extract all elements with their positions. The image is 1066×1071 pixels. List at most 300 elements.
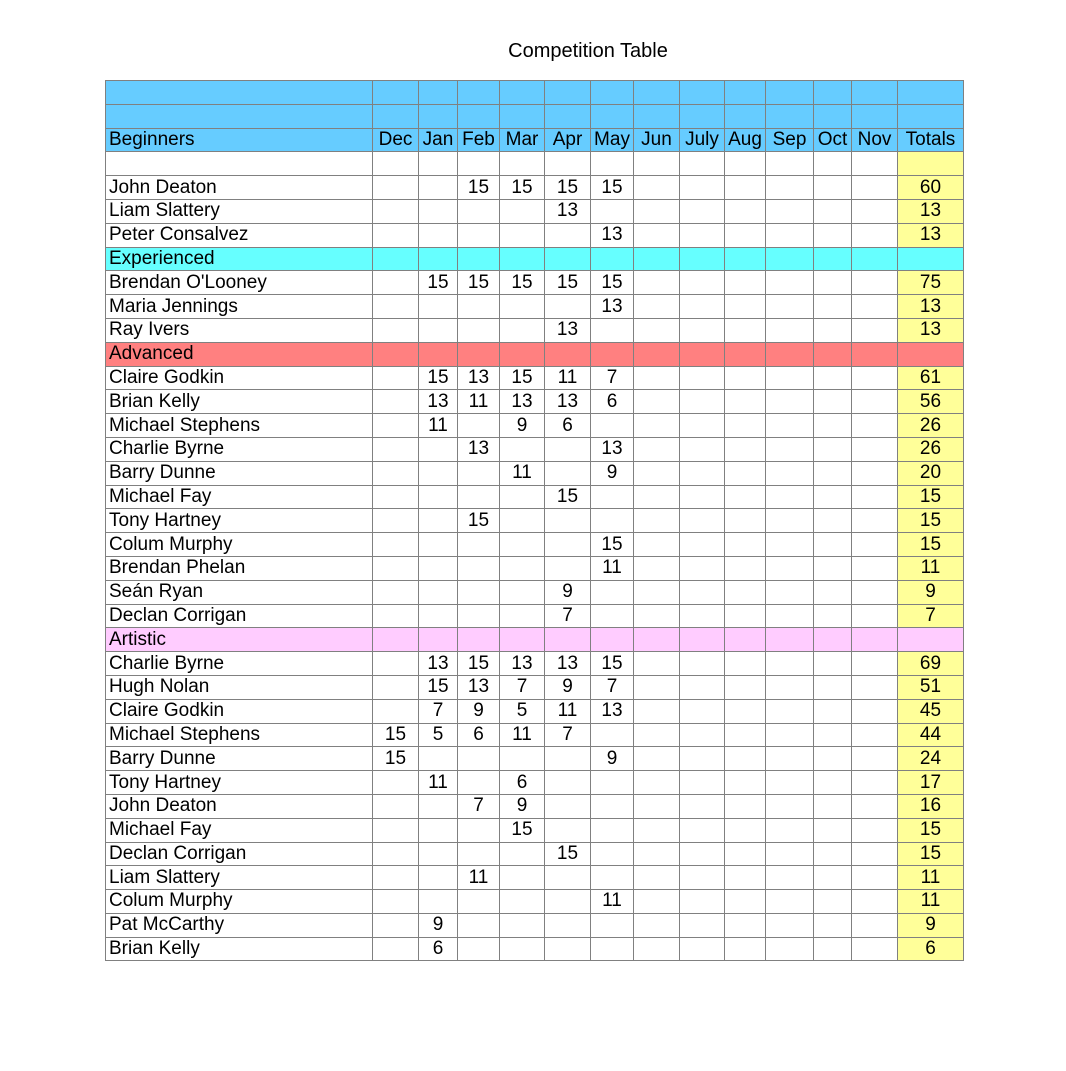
score-cell[interactable] [766, 771, 814, 795]
score-cell[interactable] [419, 890, 458, 914]
score-cell[interactable] [814, 890, 852, 914]
score-cell[interactable] [458, 414, 500, 438]
score-cell[interactable] [852, 176, 898, 200]
score-cell[interactable] [725, 509, 766, 533]
score-cell[interactable]: 11 [500, 461, 545, 485]
score-cell[interactable] [500, 556, 545, 580]
total-cell[interactable]: 15 [898, 842, 964, 866]
blank-cell[interactable] [106, 152, 373, 176]
score-cell[interactable]: 9 [458, 699, 500, 723]
score-cell[interactable]: 15 [373, 747, 419, 771]
score-cell[interactable] [458, 747, 500, 771]
score-cell[interactable] [814, 937, 852, 961]
score-cell[interactable] [545, 818, 591, 842]
blank-cell[interactable] [373, 152, 419, 176]
category-blank-cell[interactable] [419, 628, 458, 652]
score-cell[interactable] [814, 318, 852, 342]
score-cell[interactable]: 15 [591, 652, 634, 676]
score-cell[interactable] [591, 414, 634, 438]
score-cell[interactable] [852, 890, 898, 914]
category-blank-cell[interactable] [852, 247, 898, 271]
score-cell[interactable] [814, 556, 852, 580]
category-blank-cell[interactable] [634, 247, 680, 271]
score-cell[interactable] [680, 437, 725, 461]
score-cell[interactable] [419, 437, 458, 461]
competitor-name-cell[interactable]: Pat McCarthy [106, 913, 373, 937]
category-blank-cell[interactable] [852, 628, 898, 652]
score-cell[interactable] [814, 604, 852, 628]
competitor-name-cell[interactable]: John Deaton [106, 794, 373, 818]
score-cell[interactable]: 9 [591, 461, 634, 485]
month-header-cell[interactable]: Mar [500, 128, 545, 152]
competitor-name-cell[interactable]: Barry Dunne [106, 747, 373, 771]
category-blank-cell[interactable] [814, 247, 852, 271]
score-cell[interactable] [545, 937, 591, 961]
score-cell[interactable] [680, 937, 725, 961]
score-cell[interactable] [634, 533, 680, 557]
score-cell[interactable] [634, 747, 680, 771]
score-cell[interactable] [373, 675, 419, 699]
total-cell[interactable]: 11 [898, 890, 964, 914]
score-cell[interactable] [373, 390, 419, 414]
score-cell[interactable] [766, 818, 814, 842]
blank-cell[interactable] [419, 152, 458, 176]
score-cell[interactable] [419, 223, 458, 247]
score-cell[interactable] [766, 366, 814, 390]
competitor-name-cell[interactable]: Michael Fay [106, 485, 373, 509]
score-cell[interactable] [814, 271, 852, 295]
header-blank-cell[interactable] [545, 104, 591, 128]
score-cell[interactable] [500, 580, 545, 604]
score-cell[interactable] [766, 723, 814, 747]
score-cell[interactable]: 15 [458, 652, 500, 676]
score-cell[interactable] [766, 414, 814, 438]
score-cell[interactable] [766, 318, 814, 342]
score-cell[interactable] [852, 485, 898, 509]
score-cell[interactable]: 6 [500, 771, 545, 795]
score-cell[interactable] [766, 176, 814, 200]
score-cell[interactable] [814, 794, 852, 818]
total-cell[interactable]: 69 [898, 652, 964, 676]
score-cell[interactable] [634, 723, 680, 747]
category-label-cell[interactable]: Experienced [106, 247, 373, 271]
score-cell[interactable] [680, 771, 725, 795]
category-blank-cell[interactable] [725, 247, 766, 271]
score-cell[interactable] [680, 747, 725, 771]
score-cell[interactable]: 13 [591, 295, 634, 319]
score-cell[interactable]: 9 [591, 747, 634, 771]
score-cell[interactable] [545, 509, 591, 533]
score-cell[interactable] [634, 699, 680, 723]
score-cell[interactable] [814, 461, 852, 485]
score-cell[interactable] [814, 295, 852, 319]
score-cell[interactable] [419, 842, 458, 866]
score-cell[interactable] [373, 818, 419, 842]
competitor-name-cell[interactable]: Seán Ryan [106, 580, 373, 604]
header-blank-cell[interactable] [725, 81, 766, 105]
score-cell[interactable] [373, 366, 419, 390]
category-blank-cell[interactable] [419, 342, 458, 366]
score-cell[interactable] [458, 295, 500, 319]
score-cell[interactable]: 11 [419, 414, 458, 438]
score-cell[interactable] [591, 818, 634, 842]
score-cell[interactable] [766, 747, 814, 771]
score-cell[interactable] [634, 509, 680, 533]
score-cell[interactable] [766, 461, 814, 485]
score-cell[interactable] [766, 675, 814, 699]
header-blank-cell[interactable] [634, 81, 680, 105]
score-cell[interactable] [591, 604, 634, 628]
score-cell[interactable] [725, 747, 766, 771]
header-blank-cell[interactable] [373, 81, 419, 105]
header-blank-cell[interactable] [500, 81, 545, 105]
score-cell[interactable]: 9 [545, 580, 591, 604]
score-cell[interactable] [766, 866, 814, 890]
category-blank-cell[interactable] [500, 628, 545, 652]
competitor-name-cell[interactable]: Barry Dunne [106, 461, 373, 485]
score-cell[interactable] [725, 533, 766, 557]
score-cell[interactable] [766, 295, 814, 319]
total-cell[interactable]: 56 [898, 390, 964, 414]
score-cell[interactable]: 15 [545, 842, 591, 866]
category-blank-cell[interactable] [373, 628, 419, 652]
score-cell[interactable] [680, 604, 725, 628]
score-cell[interactable] [458, 556, 500, 580]
month-header-cell[interactable]: Dec [373, 128, 419, 152]
score-cell[interactable] [500, 437, 545, 461]
score-cell[interactable] [373, 913, 419, 937]
score-cell[interactable] [852, 699, 898, 723]
total-cell[interactable]: 13 [898, 199, 964, 223]
score-cell[interactable] [680, 199, 725, 223]
score-cell[interactable] [766, 913, 814, 937]
score-cell[interactable] [680, 890, 725, 914]
score-cell[interactable]: 13 [458, 675, 500, 699]
score-cell[interactable] [373, 890, 419, 914]
header-blank-cell[interactable] [419, 104, 458, 128]
month-header-cell[interactable]: Sep [766, 128, 814, 152]
score-cell[interactable] [458, 199, 500, 223]
score-cell[interactable] [725, 842, 766, 866]
score-cell[interactable] [545, 771, 591, 795]
score-cell[interactable] [419, 176, 458, 200]
score-cell[interactable] [458, 318, 500, 342]
score-cell[interactable] [725, 794, 766, 818]
score-cell[interactable]: 7 [500, 675, 545, 699]
score-cell[interactable] [725, 485, 766, 509]
score-cell[interactable] [458, 818, 500, 842]
score-cell[interactable] [419, 199, 458, 223]
blank-cell[interactable] [500, 152, 545, 176]
total-cell[interactable]: 24 [898, 747, 964, 771]
header-blank-cell[interactable] [373, 104, 419, 128]
score-cell[interactable] [814, 699, 852, 723]
score-cell[interactable]: 13 [591, 437, 634, 461]
score-cell[interactable]: 9 [500, 414, 545, 438]
score-cell[interactable] [852, 771, 898, 795]
score-cell[interactable] [852, 199, 898, 223]
competitor-name-cell[interactable]: Hugh Nolan [106, 675, 373, 699]
score-cell[interactable] [373, 842, 419, 866]
score-cell[interactable]: 7 [419, 699, 458, 723]
score-cell[interactable] [852, 866, 898, 890]
competitor-name-cell[interactable]: Brendan Phelan [106, 556, 373, 580]
total-cell[interactable]: 61 [898, 366, 964, 390]
score-cell[interactable] [634, 937, 680, 961]
score-cell[interactable] [852, 509, 898, 533]
score-cell[interactable] [725, 271, 766, 295]
score-cell[interactable] [373, 794, 419, 818]
score-cell[interactable]: 13 [419, 390, 458, 414]
score-cell[interactable] [500, 842, 545, 866]
category-blank-cell[interactable] [634, 342, 680, 366]
score-cell[interactable] [500, 866, 545, 890]
score-cell[interactable]: 15 [500, 271, 545, 295]
category-blank-cell[interactable] [725, 342, 766, 366]
competitor-name-cell[interactable]: Charlie Byrne [106, 652, 373, 676]
category-label-cell[interactable]: Artistic [106, 628, 373, 652]
score-cell[interactable] [680, 176, 725, 200]
total-cell[interactable]: 11 [898, 556, 964, 580]
total-cell[interactable]: 26 [898, 414, 964, 438]
score-cell[interactable] [680, 723, 725, 747]
score-cell[interactable] [500, 199, 545, 223]
competitor-name-cell[interactable]: Charlie Byrne [106, 437, 373, 461]
blank-cell[interactable] [814, 152, 852, 176]
score-cell[interactable] [373, 461, 419, 485]
score-cell[interactable] [814, 414, 852, 438]
score-cell[interactable] [634, 818, 680, 842]
score-cell[interactable] [634, 794, 680, 818]
total-cell[interactable]: 20 [898, 461, 964, 485]
score-cell[interactable] [591, 913, 634, 937]
score-cell[interactable] [591, 580, 634, 604]
score-cell[interactable] [634, 437, 680, 461]
score-cell[interactable] [634, 652, 680, 676]
header-blank-cell[interactable] [545, 81, 591, 105]
blank-cell[interactable] [591, 152, 634, 176]
score-cell[interactable] [766, 199, 814, 223]
score-cell[interactable] [500, 747, 545, 771]
score-cell[interactable] [766, 437, 814, 461]
score-cell[interactable] [634, 771, 680, 795]
score-cell[interactable] [725, 461, 766, 485]
score-cell[interactable] [680, 485, 725, 509]
score-cell[interactable] [373, 866, 419, 890]
score-cell[interactable] [680, 223, 725, 247]
score-cell[interactable] [766, 842, 814, 866]
score-cell[interactable] [852, 747, 898, 771]
competitor-name-cell[interactable]: Michael Stephens [106, 414, 373, 438]
score-cell[interactable] [680, 390, 725, 414]
score-cell[interactable] [852, 913, 898, 937]
score-cell[interactable] [458, 890, 500, 914]
score-cell[interactable] [373, 533, 419, 557]
score-cell[interactable] [419, 295, 458, 319]
score-cell[interactable] [634, 604, 680, 628]
category-blank-cell[interactable] [766, 247, 814, 271]
score-cell[interactable] [852, 675, 898, 699]
category-blank-cell[interactable] [680, 247, 725, 271]
score-cell[interactable] [419, 533, 458, 557]
competitor-name-cell[interactable]: Ray Ivers [106, 318, 373, 342]
total-cell[interactable]: 44 [898, 723, 964, 747]
score-cell[interactable] [458, 604, 500, 628]
score-cell[interactable] [725, 937, 766, 961]
score-cell[interactable] [500, 890, 545, 914]
category-blank-cell[interactable] [725, 628, 766, 652]
score-cell[interactable] [766, 533, 814, 557]
score-cell[interactable]: 15 [500, 818, 545, 842]
score-cell[interactable] [680, 509, 725, 533]
score-cell[interactable] [852, 794, 898, 818]
month-header-cell[interactable]: Jan [419, 128, 458, 152]
category-blank-cell[interactable] [898, 628, 964, 652]
score-cell[interactable]: 7 [545, 723, 591, 747]
total-cell[interactable]: 15 [898, 509, 964, 533]
total-cell[interactable]: 13 [898, 318, 964, 342]
score-cell[interactable]: 9 [545, 675, 591, 699]
score-cell[interactable] [766, 485, 814, 509]
score-cell[interactable] [814, 652, 852, 676]
competitor-name-cell[interactable]: Michael Stephens [106, 723, 373, 747]
score-cell[interactable]: 13 [591, 699, 634, 723]
score-cell[interactable] [634, 842, 680, 866]
score-cell[interactable] [634, 556, 680, 580]
score-cell[interactable] [634, 318, 680, 342]
total-cell[interactable]: 45 [898, 699, 964, 723]
total-cell[interactable]: 15 [898, 533, 964, 557]
score-cell[interactable] [766, 604, 814, 628]
score-cell[interactable]: 13 [545, 199, 591, 223]
score-cell[interactable] [458, 580, 500, 604]
score-cell[interactable]: 13 [500, 652, 545, 676]
score-cell[interactable] [680, 842, 725, 866]
score-cell[interactable] [725, 723, 766, 747]
score-cell[interactable] [725, 913, 766, 937]
header-blank-cell[interactable] [852, 104, 898, 128]
total-cell[interactable]: 15 [898, 485, 964, 509]
score-cell[interactable] [725, 366, 766, 390]
score-cell[interactable] [814, 913, 852, 937]
category-blank-cell[interactable] [419, 247, 458, 271]
header-blank-cell[interactable] [680, 104, 725, 128]
header-blank-cell[interactable] [500, 104, 545, 128]
score-cell[interactable] [852, 842, 898, 866]
score-cell[interactable]: 11 [591, 890, 634, 914]
score-cell[interactable] [591, 723, 634, 747]
score-cell[interactable] [373, 437, 419, 461]
score-cell[interactable] [545, 866, 591, 890]
score-cell[interactable] [725, 390, 766, 414]
score-cell[interactable] [419, 485, 458, 509]
category-blank-cell[interactable] [373, 342, 419, 366]
score-cell[interactable] [766, 271, 814, 295]
score-cell[interactable] [500, 913, 545, 937]
category-blank-cell[interactable] [545, 628, 591, 652]
score-cell[interactable] [458, 485, 500, 509]
category-blank-cell[interactable] [458, 628, 500, 652]
score-cell[interactable]: 13 [545, 390, 591, 414]
score-cell[interactable]: 15 [591, 271, 634, 295]
score-cell[interactable]: 13 [419, 652, 458, 676]
score-cell[interactable] [500, 295, 545, 319]
score-cell[interactable] [852, 604, 898, 628]
score-cell[interactable] [852, 580, 898, 604]
score-cell[interactable] [458, 937, 500, 961]
score-cell[interactable] [591, 794, 634, 818]
total-cell[interactable]: 17 [898, 771, 964, 795]
score-cell[interactable] [852, 390, 898, 414]
score-cell[interactable]: 13 [458, 366, 500, 390]
header-blank-cell[interactable] [419, 81, 458, 105]
score-cell[interactable]: 6 [545, 414, 591, 438]
totals-header-cell[interactable]: Totals [898, 128, 964, 152]
category-blank-cell[interactable] [814, 628, 852, 652]
category-blank-cell[interactable] [680, 628, 725, 652]
score-cell[interactable] [634, 913, 680, 937]
header-blank-cell[interactable] [680, 81, 725, 105]
score-cell[interactable] [419, 509, 458, 533]
score-cell[interactable] [373, 223, 419, 247]
header-blank-cell[interactable] [591, 104, 634, 128]
score-cell[interactable] [419, 461, 458, 485]
score-cell[interactable] [814, 176, 852, 200]
score-cell[interactable] [500, 485, 545, 509]
score-cell[interactable] [852, 318, 898, 342]
score-cell[interactable] [545, 747, 591, 771]
score-cell[interactable] [634, 485, 680, 509]
score-cell[interactable] [814, 533, 852, 557]
score-cell[interactable] [814, 509, 852, 533]
score-cell[interactable] [766, 652, 814, 676]
score-cell[interactable] [814, 866, 852, 890]
score-cell[interactable]: 6 [591, 390, 634, 414]
competitor-name-cell[interactable]: Tony Hartney [106, 509, 373, 533]
header-blank-cell[interactable] [591, 81, 634, 105]
score-cell[interactable]: 13 [458, 437, 500, 461]
score-cell[interactable] [680, 271, 725, 295]
score-cell[interactable] [373, 771, 419, 795]
score-cell[interactable]: 15 [419, 271, 458, 295]
blank-cell[interactable] [852, 152, 898, 176]
score-cell[interactable] [725, 176, 766, 200]
score-cell[interactable] [725, 699, 766, 723]
score-cell[interactable] [814, 818, 852, 842]
score-cell[interactable] [814, 675, 852, 699]
score-cell[interactable] [766, 390, 814, 414]
score-cell[interactable] [680, 866, 725, 890]
category-blank-cell[interactable] [591, 342, 634, 366]
total-cell[interactable]: 60 [898, 176, 964, 200]
month-header-cell[interactable]: Oct [814, 128, 852, 152]
category-blank-cell[interactable] [766, 628, 814, 652]
competitor-name-cell[interactable]: Liam Slattery [106, 199, 373, 223]
score-cell[interactable] [458, 842, 500, 866]
score-cell[interactable] [725, 818, 766, 842]
score-cell[interactable] [458, 913, 500, 937]
score-cell[interactable] [680, 675, 725, 699]
score-cell[interactable]: 15 [545, 485, 591, 509]
score-cell[interactable]: 11 [458, 390, 500, 414]
score-cell[interactable] [373, 485, 419, 509]
competitor-name-cell[interactable]: Liam Slattery [106, 866, 373, 890]
score-cell[interactable] [373, 580, 419, 604]
score-cell[interactable] [814, 485, 852, 509]
score-cell[interactable] [814, 580, 852, 604]
score-cell[interactable]: 7 [545, 604, 591, 628]
score-cell[interactable] [634, 675, 680, 699]
